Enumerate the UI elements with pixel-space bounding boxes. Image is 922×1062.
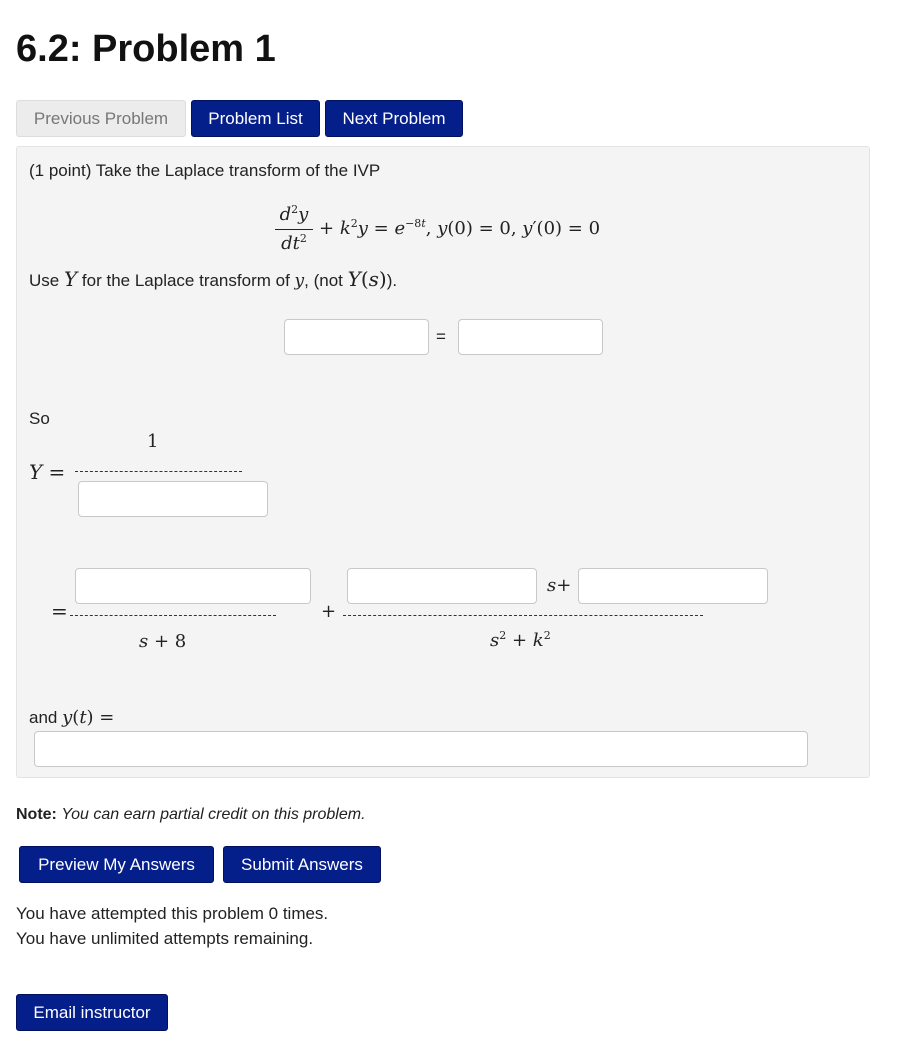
use-not: , (not bbox=[304, 271, 343, 290]
equals-sign: = bbox=[436, 327, 446, 346]
use-middle: for the Laplace transform of bbox=[81, 271, 290, 290]
submit-answers-button[interactable]: Submit Answers bbox=[223, 846, 381, 883]
y-denominator-input[interactable] bbox=[78, 481, 268, 517]
note-text: You can earn partial credit on this problem. bbox=[61, 806, 366, 823]
and-yt-label: and y(t) = bbox=[29, 707, 115, 728]
partial-equals: = bbox=[51, 599, 68, 623]
denominator-s2-plus-k2: $s^2 + k^2$ bbox=[490, 629, 551, 651]
fraction-line-a bbox=[70, 615, 276, 616]
s-plus-label: s+ bbox=[547, 575, 572, 596]
problem-list-button[interactable]: Problem List bbox=[191, 100, 320, 137]
yt-answer-input[interactable] bbox=[34, 731, 808, 767]
denominator-s-plus-8: s + 8 bbox=[139, 631, 187, 652]
so-label: So bbox=[29, 409, 50, 428]
problem-box bbox=[16, 146, 870, 778]
y-equals: Y = bbox=[29, 460, 66, 484]
page-title: 6.2: Problem 1 bbox=[16, 28, 276, 70]
problem-intro: (1 point) Take the Laplace transform of the IVP bbox=[29, 161, 381, 180]
partial-b-input[interactable] bbox=[347, 568, 537, 604]
ivp-equation: $d^2y$ $dt^2$ + $k^2y = e^{-8t}$, y(0) = 0, y′(0) = 0 bbox=[275, 201, 635, 261]
numerator-one: 1 bbox=[147, 431, 159, 452]
attempts-status: You have attempted this problem 0 times. bbox=[16, 904, 329, 923]
partial-c-input[interactable] bbox=[578, 568, 768, 604]
preview-answers-button[interactable]: Preview My Answers bbox=[19, 846, 214, 883]
remaining-status: You have unlimited attempts remaining. bbox=[16, 929, 314, 948]
transform-lhs-input[interactable] bbox=[284, 319, 429, 355]
use-y-instruction: Use Y for the Laplace transform of y, (not Y(s)). bbox=[29, 267, 398, 291]
fraction-line-y bbox=[75, 471, 242, 472]
note-label: Note: bbox=[16, 806, 57, 823]
previous-problem-button[interactable]: Previous Problem bbox=[16, 100, 186, 137]
fraction-line-b bbox=[343, 615, 703, 616]
and-label: and bbox=[29, 708, 58, 727]
note bbox=[16, 806, 366, 824]
use-prefix: Use bbox=[29, 271, 60, 290]
transform-rhs-input[interactable] bbox=[458, 319, 603, 355]
email-instructor-button[interactable]: Email instructor bbox=[16, 994, 168, 1031]
partial-a-input[interactable] bbox=[75, 568, 311, 604]
use-end: ). bbox=[386, 271, 398, 290]
next-problem-button[interactable]: Next Problem bbox=[325, 100, 463, 137]
plus-sign: + bbox=[321, 601, 337, 622]
